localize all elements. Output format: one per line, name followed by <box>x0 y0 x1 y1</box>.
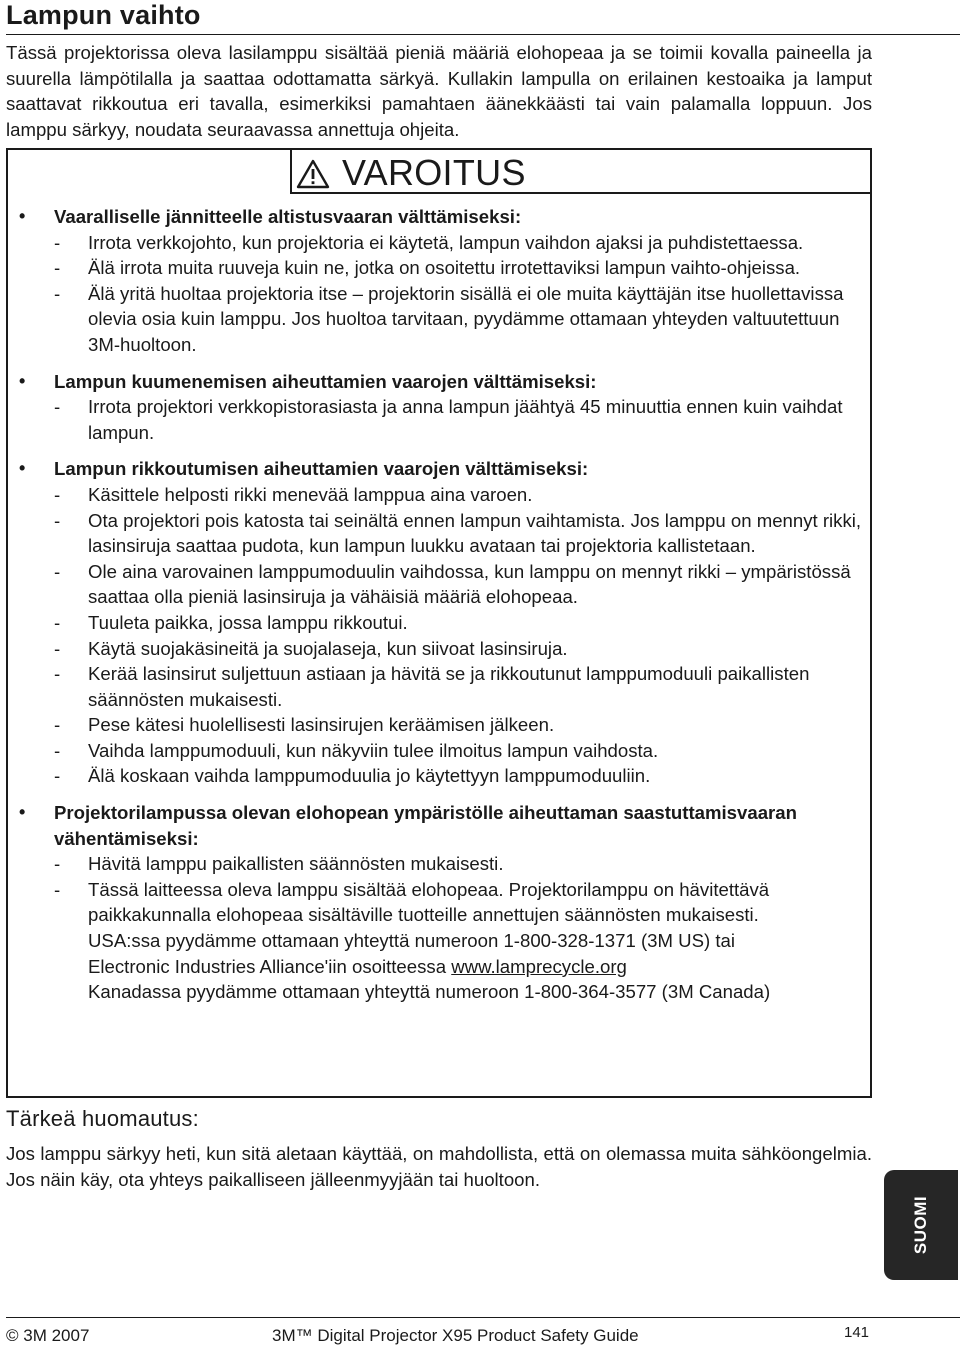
warning-header <box>290 150 872 194</box>
section-title <box>8 204 870 230</box>
list-item <box>8 394 870 445</box>
warning-sections <box>8 204 870 1016</box>
dash: - <box>54 483 61 505</box>
eia-contact-text: Electronic Industries Alliance'iin osoitteessa <box>88 955 447 977</box>
dash: - <box>54 257 61 279</box>
list-item <box>8 636 870 662</box>
list-item <box>8 230 870 256</box>
list-item <box>8 255 870 281</box>
list-item-text: Vaihda lamppumoduuli, kun näkyviin tulee ilmoitus lampun vaihdosta. <box>88 739 659 761</box>
section-title <box>8 456 870 482</box>
list-item <box>8 508 870 559</box>
list-item-text: Älä koskaan vaihda lamppumoduulia jo käytettyyn lamppumoduuliin. <box>88 765 651 787</box>
dash: - <box>54 765 61 787</box>
dash: - <box>54 396 61 418</box>
eia-contact <box>8 954 870 980</box>
warning-section-mercury <box>8 800 870 1005</box>
footer-copyright: © 3M 2007 <box>6 1326 90 1345</box>
section-title-text: Vaaralliselle jännitteelle altistusvaaran välttämiseksi: <box>54 206 522 227</box>
list-item <box>8 559 870 610</box>
list-item <box>8 877 870 928</box>
dash: - <box>54 231 61 253</box>
note-text: Jos lamppu särkyy heti, kun sitä aletaan käyttää, on mahdollista, että on olemassa muita sähköongelmia. Jos näin käy, ota yhteys paikalliseen jälleenmyyjään tai huoltoon. <box>6 1143 872 1190</box>
section-title <box>8 800 870 851</box>
dash: - <box>54 739 61 761</box>
section-title <box>8 369 870 395</box>
dash: - <box>54 714 61 736</box>
footer-guide-title: 3M™ Digital Projector X95 Product Safety Guide <box>272 1326 639 1345</box>
dash: - <box>54 560 61 582</box>
list-item-text: Irrota verkkojohto, kun projektoria ei käytetä, lampun vaihdon ajaksi ja puhdistettaessa. <box>88 231 804 253</box>
list-item-text: Pese kätesi huolellisesti lasinsirujen keräämisen jälkeen. <box>88 714 555 736</box>
bullet: • <box>19 802 26 823</box>
warning-box <box>6 148 872 1098</box>
list-item <box>8 763 870 789</box>
section-title-text: Lampun rikkoutumisen aiheuttamien vaarojen välttämiseksi: <box>54 458 589 480</box>
list-item-text: Käsittele helposti rikki menevää lamppua aina varoen. <box>88 483 533 505</box>
warning-section-voltage <box>8 204 870 358</box>
list-item-text: Älä yritä huoltaa projektoria itse – projektorin sisällä ei ole muita käyttäjän itse huollettavissa olevia osia kuin lamppu. Jos huoltoa tarvitaan, pyydämme ottamaan yhteyden valtuutettuun 3M-huoltoon. <box>88 282 844 355</box>
list-item-text: Ota projektori pois katosta tai seinältä ennen lampun vaihtamista. Jos lamppu on mennyt rikki, lasinsiruja saattaa pudota, kun lampun luukku avataan tai projektoria kallistetaan. <box>88 509 862 557</box>
bullet: • <box>19 206 26 226</box>
bullet: • <box>19 458 26 479</box>
canada-contact: Kanadassa pyydämme ottamaan yhteyttä numeroon 1-800-364-3577 (3M Canada) <box>88 981 771 1003</box>
warning-section-breakage <box>8 456 870 789</box>
warning-triangle-icon <box>296 159 330 189</box>
list-item <box>8 661 870 712</box>
dash: - <box>54 509 61 531</box>
list-item <box>8 482 870 508</box>
dash: - <box>54 663 61 685</box>
dash: - <box>54 878 61 900</box>
page-title: Lampun vaihto <box>6 0 201 30</box>
dash: - <box>54 282 61 304</box>
list-item-text: Tässä laitteessa oleva lamppu sisältää elohopeaa. Projektorilamppu on hävitettävä paikkakunnalla elohopeaa sisältäville tuotteille annettujen säännösten mukaisesti. <box>88 878 770 926</box>
list-item-text: Käytä suojakäsineitä ja suojalaseja, kun siivoat lasinsiruja. <box>88 637 568 659</box>
page-number: 141 <box>844 1324 870 1341</box>
list-item-text: Tuuleta paikka, jossa lamppu rikkoutui. <box>88 611 408 633</box>
list-item <box>8 281 870 358</box>
section-title-text: Lampun kuumenemisen aiheuttamien vaarojen välttämiseksi: <box>54 370 597 392</box>
dash: - <box>54 611 61 633</box>
language-tab <box>884 1170 958 1280</box>
warning-section-heat <box>8 369 870 446</box>
list-item-text: Älä irrota muita ruuveja kuin ne, jotka on osoitettu irrotettaviksi lampun vaihto-ohjeissa. <box>88 257 801 279</box>
list-item-text: Hävitä lamppu paikallisten säännösten mukaisesti. <box>88 853 504 875</box>
note-title: Tärkeä huomautus: <box>6 1106 199 1131</box>
dash: - <box>54 637 61 659</box>
list-item <box>8 610 870 636</box>
list-item-text: Kerää lasinsirut suljettuun astiaan ja hävitä se ja rikkoutunut lamppumoduuli paikallisten säännösten mukaisesti. <box>88 663 810 710</box>
list-item <box>8 712 870 738</box>
warning-label: VAROITUS <box>342 152 526 193</box>
section-title-text: Projektorilampussa olevan elohopean ympäristölle aiheuttaman saastuttamisvaaran vähentämiseksi: <box>54 802 797 849</box>
lamprecycle-link[interactable]: www.lamprecycle.org <box>451 955 627 977</box>
bullet: • <box>19 370 26 391</box>
intro-paragraph: Tässä projektorissa oleva lasilamppu sisältää pieniä määriä elohopeaa ja se toimii kovalla paineella ja suurella lämpötilalla ja saattaa odottamatta särkyä. Kullakin lampulla on erilainen kestoaika ja lamput saattavat rikkoutua eri tavalla, esimerkiksi pamahtaen äänekkäästi tai vain palamalla loppuun. Jos lamppu särkyy, noudata seuraavassa annettuja ohjeita. <box>6 42 872 141</box>
list-item <box>8 851 870 877</box>
dash: - <box>54 853 61 875</box>
language-tab-label: SUOMI <box>911 1195 930 1255</box>
list-item-text: Ole aina varovainen lamppumoduulin vaihdossa, kun lamppu on mennyt rikki – ympäristössä saattaa olla pieniä lasinsiruja ja vähäisiä määriä elohopeaa. <box>88 560 851 608</box>
list-item <box>8 738 870 764</box>
list-item-text: Irrota projektori verkkopistorasiasta ja anna lampun jäähtyä 45 minuuttia ennen kuin vaihdat lampun. <box>88 396 843 443</box>
usa-contact: USA:ssa pyydämme ottamaan yhteyttä numeroon 1-800-328-1371 (3M US) tai <box>88 930 735 952</box>
footer-divider <box>6 1317 960 1318</box>
title-divider <box>6 34 960 35</box>
